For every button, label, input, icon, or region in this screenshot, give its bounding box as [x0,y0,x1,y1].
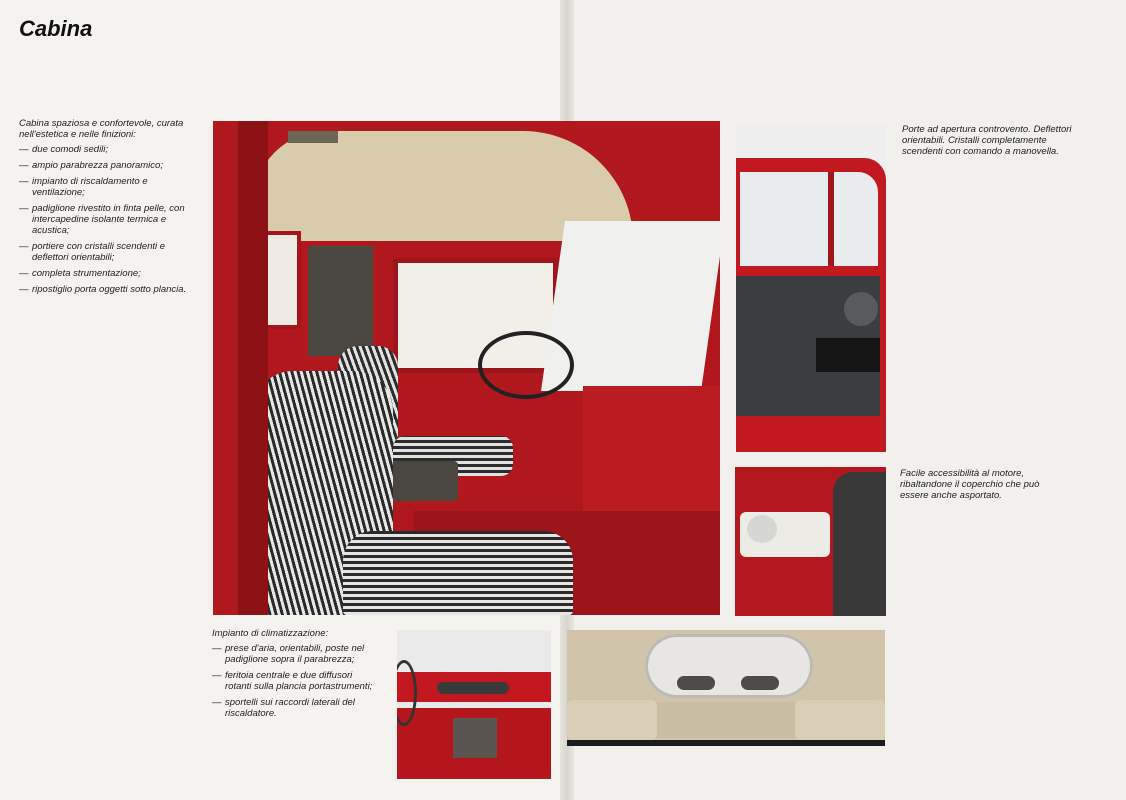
center-console [453,718,497,758]
climate-text [212,628,377,724]
passenger-seat-cushion [343,531,573,615]
climate-heading: Impianto di climatizzazione: [212,628,329,639]
vent-housing [645,634,813,698]
page-title: Cabina [19,16,93,41]
intro-list [19,144,187,295]
sun-visor-left [567,700,657,740]
air-filter [747,515,777,543]
vent-wing-divider [828,172,834,266]
list-item: — portiere con cristalli scendenti e deflettori orientabili; [19,241,187,263]
list-item: — impianto di riscaldamento e ventilazione; [19,176,187,198]
list-item: — feritoia centrale e due diffusori rotanti sulla plancia portastrumenti; [212,670,377,692]
engine-access-photo [735,467,886,616]
steering-wheel [478,331,574,399]
photo-edge [567,740,885,746]
door-window [740,172,878,266]
cabin-interior-photo [213,121,720,615]
sun-visor-right [795,700,885,740]
vent-left [677,676,715,690]
list-item: — sportelli sui raccordi laterali del riscaldatore. [212,697,377,719]
seat-edge [833,472,886,616]
engine-caption: Facile accessibilità al motore, ribaltandone il coperchio che può essere anche asportato. [900,468,1040,501]
intro-heading: Cabina spaziosa e confortevole, curata nell'estetica e nelle finizioni: [19,118,184,140]
list-item: — ripostiglio porta oggetti sotto plancia. [19,284,187,295]
door-pocket [816,338,880,372]
list-item: — due comodi sedili; [19,144,187,155]
list-item: — padiglione rivestito in finta pelle, con intercapedine isolante termica e acustica; [19,203,187,236]
intro-text [19,118,187,300]
vent-right [741,676,779,690]
ceiling-lamp [288,131,338,143]
list-item: — completa strumentazione; [19,268,187,279]
list-item: — ampio parabrezza panoramico; [19,160,187,171]
doors-caption: Porte ad apertura controvento. Deflettori orientabili. Cristalli completamente scendenti con comando a manovella. [902,124,1072,157]
dash-vents [437,682,509,694]
window-crank [844,292,878,326]
dashboard-photo [397,630,551,779]
rear-panel [308,246,373,356]
door-photo [736,124,886,452]
air-vent-photo [567,630,885,746]
door-frame [238,121,268,615]
climate-list [212,643,377,719]
list-item: — prese d'aria, orientabili, poste nel padiglione sopra il parabrezza; [212,643,377,665]
